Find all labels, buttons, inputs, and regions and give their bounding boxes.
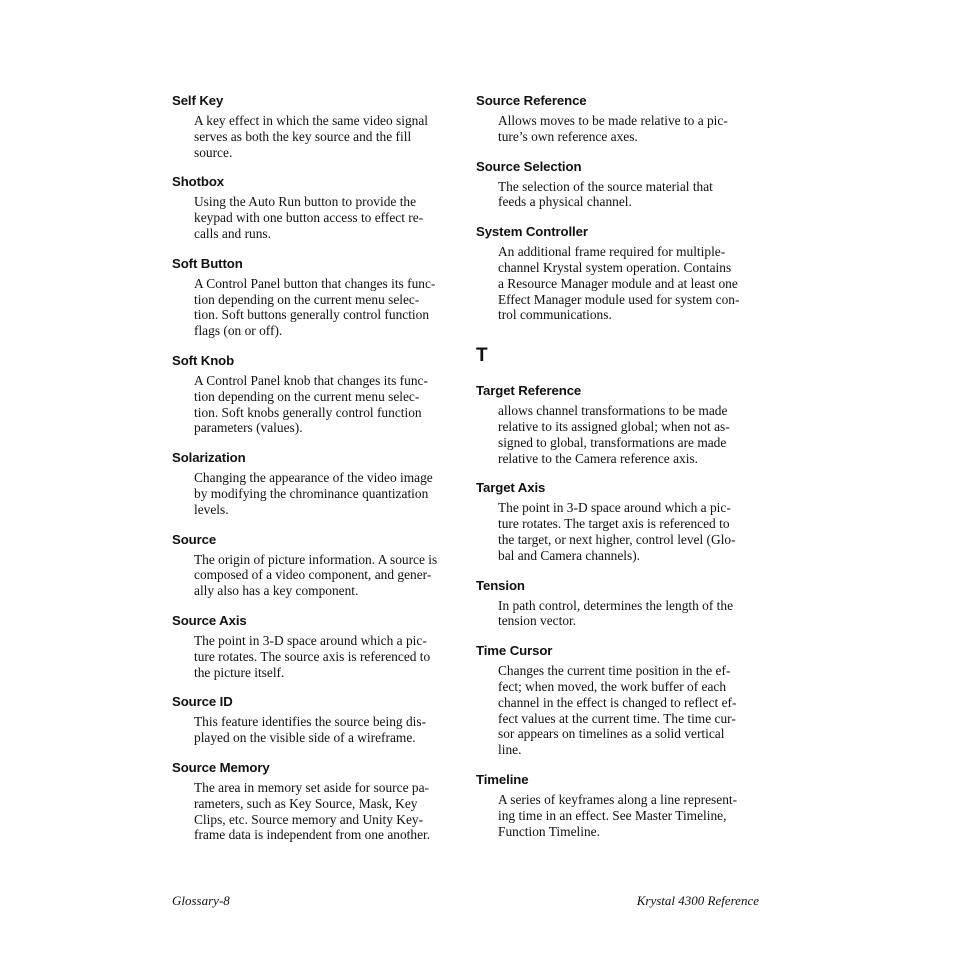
definition-line: by modifying the chrominance quantization [194, 485, 429, 501]
definition-line: the picture itself. [194, 664, 285, 680]
definition-line: tion. Soft knobs generally control function [194, 404, 422, 420]
definition-line: Effect Manager module used for system con- [498, 291, 740, 307]
glossary-entry [172, 352, 462, 449]
glossary-term: Target Axis [476, 480, 546, 496]
definition-line: bal and Camera channels). [498, 547, 641, 563]
definition-line: sor appears on timelines as a solid vertical [498, 726, 725, 742]
glossary-entry [476, 771, 768, 839]
definition-line: Function Timeline. [498, 823, 600, 839]
definition-line: levels. [194, 501, 229, 517]
glossary-term: Source ID [172, 694, 233, 710]
definition-line: played on the visible side of a wireframe. [194, 730, 416, 746]
glossary-term: Shotbox [172, 174, 225, 190]
definition-line: relative to its assigned global; when not as- [498, 418, 730, 434]
page-number: Glossary-8 [172, 893, 230, 908]
glossary-entry [172, 531, 462, 612]
definition-line: frame data is independent from one another. [194, 827, 431, 843]
glossary-entry [172, 173, 462, 254]
definition-line: In path control, determines the length of the [498, 597, 734, 613]
glossary-term: System Controller [476, 224, 588, 240]
definition-line: signed to global, transformations are made [498, 434, 727, 450]
glossary-definition [194, 470, 462, 517]
definition-line: line. [498, 742, 522, 758]
glossary-entry [172, 612, 462, 693]
glossary-entry [172, 693, 462, 759]
definition-line: Using the Auto Run button to provide the [194, 194, 417, 210]
glossary-left-column [172, 92, 462, 843]
glossary-definition [498, 113, 768, 145]
definition-line: tension vector. [498, 613, 577, 629]
glossary-term: Tension [476, 577, 525, 593]
glossary-entry [172, 759, 462, 843]
document-title: Krystal 4300 Reference [636, 893, 759, 908]
glossary-term: Time Cursor [476, 643, 553, 659]
definition-line: ing time in an effect. See Master Timeline, [498, 807, 727, 823]
definition-line: ally also has a key component. [194, 583, 359, 599]
definition-line: A Control Panel knob that changes its func- [194, 372, 428, 388]
definition-line: tion. Soft buttons generally control function [194, 307, 430, 323]
definition-line: Changes the current time position in the ef- [498, 663, 731, 679]
glossary-entry [476, 642, 768, 771]
glossary-entry [476, 223, 768, 323]
definition-line: parameters (values). [194, 420, 303, 436]
glossary-term: Target Reference [476, 383, 582, 399]
glossary-definition [194, 552, 462, 599]
glossary-term: Source Memory [172, 759, 270, 775]
glossary-definition [498, 244, 768, 323]
definition-line: keypad with one button access to effect re- [194, 210, 424, 226]
definition-line: ture rotates. The source axis is referenced to [194, 648, 431, 664]
glossary-definition [498, 500, 768, 563]
definition-line: Allows moves to be made relative to a pic- [498, 113, 728, 128]
glossary-entry [476, 158, 768, 224]
definition-line: tion depending on the current menu selec- [194, 388, 420, 404]
glossary-entry [476, 382, 768, 479]
glossary-term: Timeline [476, 771, 529, 787]
glossary-definition [194, 194, 462, 241]
definition-line: trol communications. [498, 307, 612, 323]
definition-line: This feature identifies the source being dis- [194, 714, 427, 730]
definition-line: rameters, such as Key Source, Mask, Key [194, 795, 418, 811]
definition-line: allows channel transformations to be made [498, 403, 728, 419]
glossary-definition [498, 179, 768, 211]
definition-line: The selection of the source material that [498, 178, 713, 194]
glossary-term: Source Reference [476, 93, 587, 108]
glossary-entry [476, 479, 768, 576]
definition-line: tion depending on the current menu selec- [194, 291, 420, 307]
definition-line: flags (on or off). [194, 323, 283, 339]
glossary-term: Self Key [172, 93, 224, 108]
definition-line: An additional frame required for multiple- [498, 244, 726, 260]
definition-line: The point in 3-D space around which a pic- [194, 632, 427, 648]
definition-line: source. [194, 144, 233, 160]
glossary-right-column [476, 92, 768, 839]
glossary-definition [194, 633, 462, 680]
definition-line: A key effect in which the same video signal [194, 113, 429, 128]
definition-line: the target, or next higher, control level (Glo- [498, 531, 736, 547]
definition-line: The origin of picture information. A source is [194, 551, 438, 567]
definition-line: The area in memory set aside for source pa- [194, 779, 429, 795]
glossary-definition [194, 276, 462, 339]
glossary-term: Soft Button [172, 255, 243, 271]
glossary-entry [172, 255, 462, 352]
definition-line: Changing the appearance of the video image [194, 470, 433, 486]
definition-line: A series of keyframes along a line represent- [498, 791, 738, 807]
definition-line: channel Krystal system operation. Contains [498, 259, 732, 275]
glossary-term: Source Selection [476, 158, 582, 174]
definition-line: fect values at the current time. The time cur- [498, 710, 736, 726]
glossary-definition [498, 403, 768, 466]
definition-line: serves as both the key source and the fill [194, 128, 412, 144]
glossary-term: Source Axis [172, 612, 247, 628]
glossary-entry [476, 92, 768, 158]
definition-line: ture’s own reference axes. [498, 128, 638, 144]
section-letter-heading: T [476, 345, 488, 367]
definition-line: channel in the effect is changed to reflect ef- [498, 694, 737, 710]
definition-line: fect; when moved, the work buffer of each [498, 678, 727, 694]
glossary-term: Solarization [172, 450, 246, 466]
glossary-entry [476, 577, 768, 643]
definition-line: ture rotates. The target axis is referenced to [498, 516, 730, 532]
glossary-entry [172, 449, 462, 530]
glossary-term: Soft Knob [172, 352, 235, 368]
glossary-definition [194, 780, 462, 843]
glossary-definition [194, 113, 462, 160]
definition-line: relative to the Camera reference axis. [498, 450, 699, 466]
glossary-definition [498, 663, 768, 758]
definition-line: The point in 3-D space around which a pic- [498, 500, 731, 516]
definition-line: calls and runs. [194, 225, 271, 241]
glossary-definition [498, 792, 768, 839]
glossary-term: Source [172, 531, 217, 547]
glossary-definition [194, 714, 462, 746]
definition-line: feeds a physical channel. [498, 194, 632, 210]
glossary-definition [194, 373, 462, 436]
definition-line: A Control Panel button that changes its func- [194, 275, 436, 291]
glossary-entry [172, 92, 462, 173]
glossary-definition [498, 598, 768, 630]
definition-line: a Resource Manager module and at least one [498, 275, 738, 291]
definition-line: Clips, etc. Source memory and Unity Key- [194, 811, 424, 827]
definition-line: composed of a video component, and gener- [194, 567, 432, 583]
